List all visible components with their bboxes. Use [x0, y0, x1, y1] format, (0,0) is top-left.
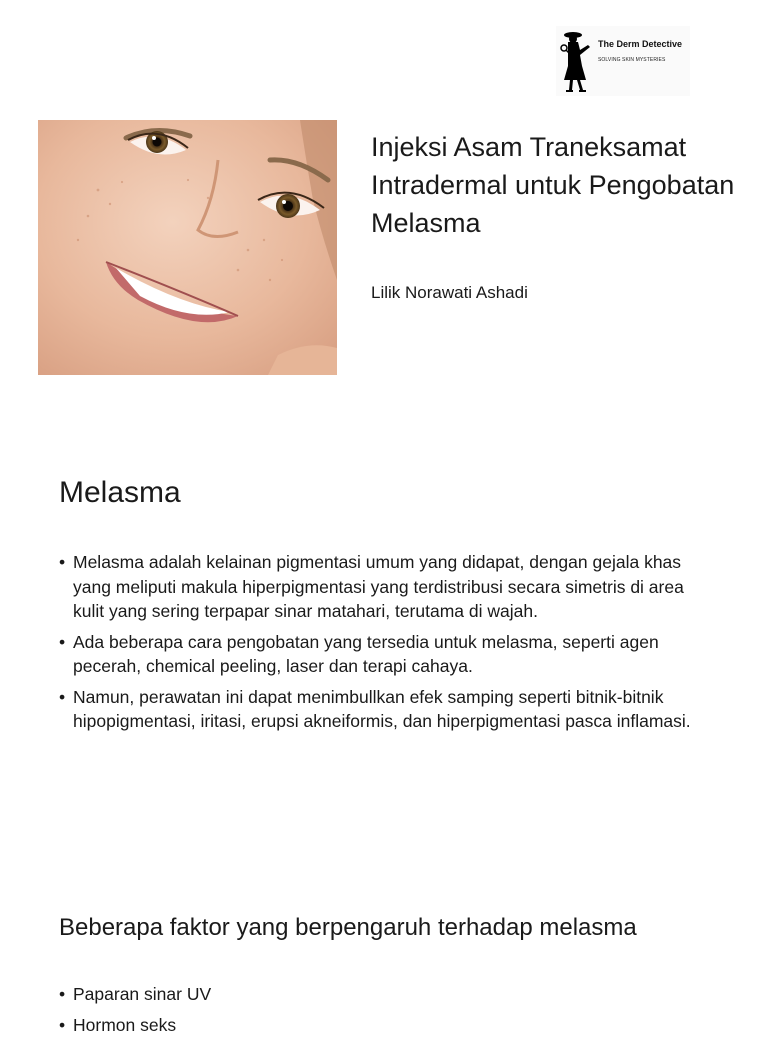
factors-slide: [0, 870, 768, 1035]
bullet-dot: •: [59, 984, 66, 1004]
list-item-text: Paparan sinar UV: [73, 984, 212, 1004]
author-name: Lilik Norawati Ashadi: [371, 283, 528, 302]
list-item: [59, 550, 719, 624]
bullet-dot: •: [59, 552, 66, 572]
slide-heading: Melasma: [59, 476, 181, 509]
list-item-text: Namun, perawatan ini dapat menimbullkan efek samping seperti bitnik-bitnik hipopigmentasi, iritasi, erupsi akneiformis, dan hiperpigmentasi pasca inflamasi.: [73, 686, 691, 731]
bullet-list: [59, 550, 719, 740]
list-item: [59, 1013, 719, 1038]
bullet-dot: •: [59, 1014, 66, 1035]
logo-title: The Derm Detective: [598, 39, 683, 49]
melasma-slide: [0, 430, 768, 870]
bullet-dot: •: [59, 631, 66, 652]
list-item-text: Hormon seks: [73, 1014, 177, 1035]
list-item: [59, 982, 719, 1007]
smiling-face-photo: [38, 120, 337, 375]
derm-detective-logo: [556, 26, 690, 96]
slide-heading: Beberapa faktor yang berpengaruh terhadap melasma: [59, 914, 637, 941]
list-item: [59, 685, 719, 734]
title-slide: [0, 0, 768, 430]
list-item-text: Melasma adalah kelainan pigmentasi umum yang didapat, dengan gejala khas yang meliputi makula hiperpigmentasi yang terdistribusi secara simetris di area kulit yang sering terpapar sinar matahari, terutama di wajah.: [73, 552, 684, 621]
presentation-title: Injeksi Asam Traneksamat Intradermal untuk Pengobatan Melasma: [371, 132, 735, 238]
list-item-text: Ada beberapa cara pengobatan yang tersedia untuk melasma, seperti agen pecerah, chemical peeling, laser dan terapi cahaya.: [73, 631, 659, 676]
list-item: [59, 630, 719, 679]
bullet-list: [59, 982, 719, 1043]
logo-tagline: SOLVING SKIN MYSTERIES: [598, 57, 666, 63]
detective-silhouette-icon: [558, 28, 598, 94]
bullet-dot: •: [59, 686, 66, 707]
